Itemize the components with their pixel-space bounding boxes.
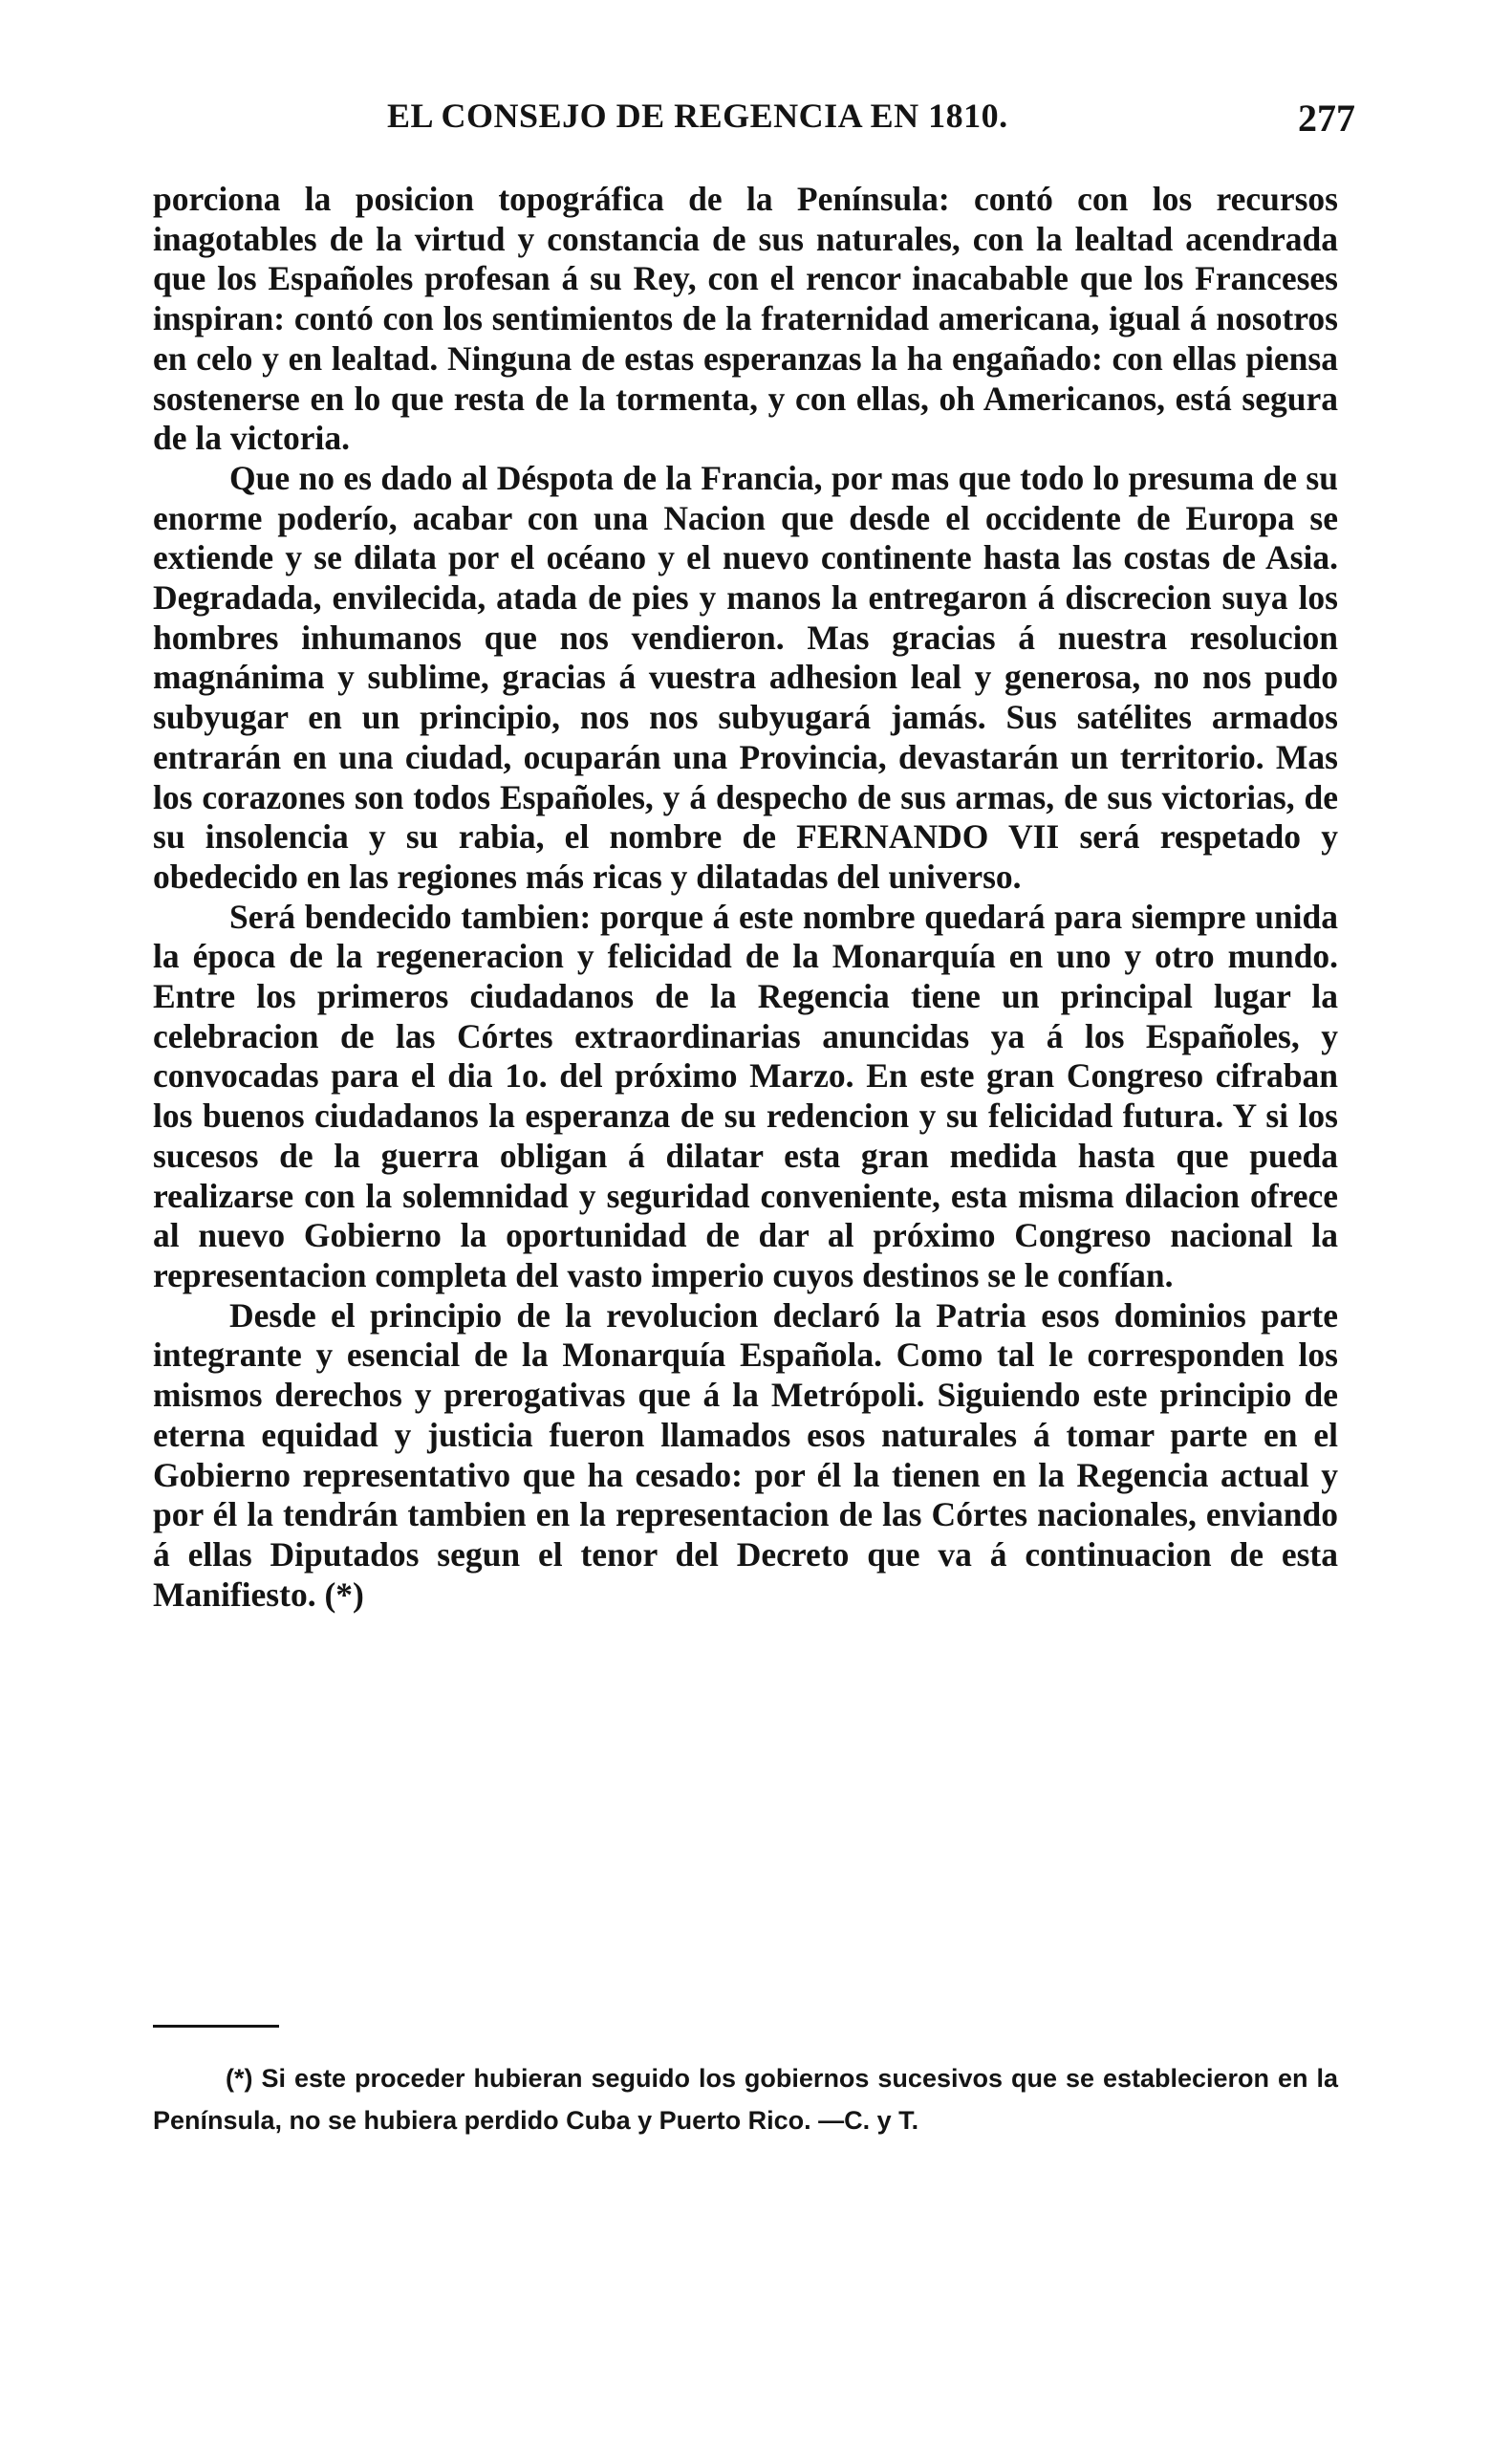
footnote-text: Si este proceder hubieran seguido los gobiernos sucesivos que se establecieron en la Península, no se hubiera perdido Cuba y Puerto Rico. —C. y T. [153,2064,1338,2135]
paragraph-2: Que no es dado al Déspota de la Francia, por mas que todo lo presuma de su enorme poderío, acabar con una Nacion que desde el occidente de Europa se extiende y se dilata por el océano y el nuevo continente hasta las costas de Asia. Degradada, envilecida, atada de pies y manos la entregaron á discrecion suya los hombres inhumanos que nos vendieron. Mas gracias á nuestra resolucion magnánima y sublime, gracias á vuestra adhesion leal y generosa, no nos pudo subyugar en un principio, nos nos subyugará jamás. Sus satélites armados entrarán en una ciudad, ocuparán una Provincia, devastarán un territorio. Mas los corazones son todos Españoles, y á despecho de sus armas, de sus victorias, de su insolencia y su rabia, el nombre de FERNANDO VII será respetado y obedecido en las regiones más ricas y dilatadas del universo. [153,458,1338,896]
paragraph-3: Será bendecido tambien: porque á este nombre quedará para siempre unida la época de la regeneracion y felicidad de la Monarquía en uno y otro mundo. Entre los primeros ciudadanos de la Regencia tiene un principal lugar la celebracion de las Córtes extraordinarias anuncidas ya á los Españoles, y convocadas para el dia 1o. del próximo Marzo. En este gran Congreso cifraban los buenos ciudadanos la esperanza de su redencion y su felicidad futura. Y si los sucesos de la guerra obligan á dilatar esta gran medida hasta que pueda realizarse con la solemnidad y seguridad conveniente, esta misma dilacion ofrece al nuevo Gobierno la oportunidad de dar al próximo Congreso nacional la representacion completa del vasto imperio cuyos destinos se le confían. [153,897,1338,1294]
footnote-divider [153,2025,279,2028]
footnote [153,2057,1338,2141]
footnote-marker: (*) [226,2064,253,2093]
paragraph-1: porciona la posicion topográfica de la Península: contó con los recursos inagotables de la virtud y constancia de sus naturales, con la lealtad acendrada que los Españoles profesan á su Rey, con el rencor inacabable que los Franceses inspiran: contó con los sentimientos de la fraternidad americana, igual á nosotros en celo y en lealtad. Ninguna de estas esperanzas la ha engañado: con ellas piensa sostenerse en lo que resta de la tormenta, y con ellas, oh Americanos, está segura de la victoria. [153,180,1338,458]
body-text [153,180,1338,1615]
paragraph-4: Desde el principio de la revolucion declaró la Patria esos dominios parte integrante y esencial de la Monarquía Española. Como tal le corresponden los mismos derechos y prerogativas que á la Metrópoli. Siguiendo este principio de eterna equidad y justicia fueron llamados esos naturales á tomar parte en el Gobierno representativo que ha cesado: por él la tienen en la Regencia actual y por él la tendrán tambien en la representacion de las Córtes nacionales, enviando á ellas Diputados segun el tenor del Decreto que va á continuacion de esta Manifiesto. (*) [153,1295,1338,1614]
running-title: EL CONSEJO DE REGENCIA EN 1810. [387,97,1008,135]
page-number: 277 [1298,97,1355,140]
